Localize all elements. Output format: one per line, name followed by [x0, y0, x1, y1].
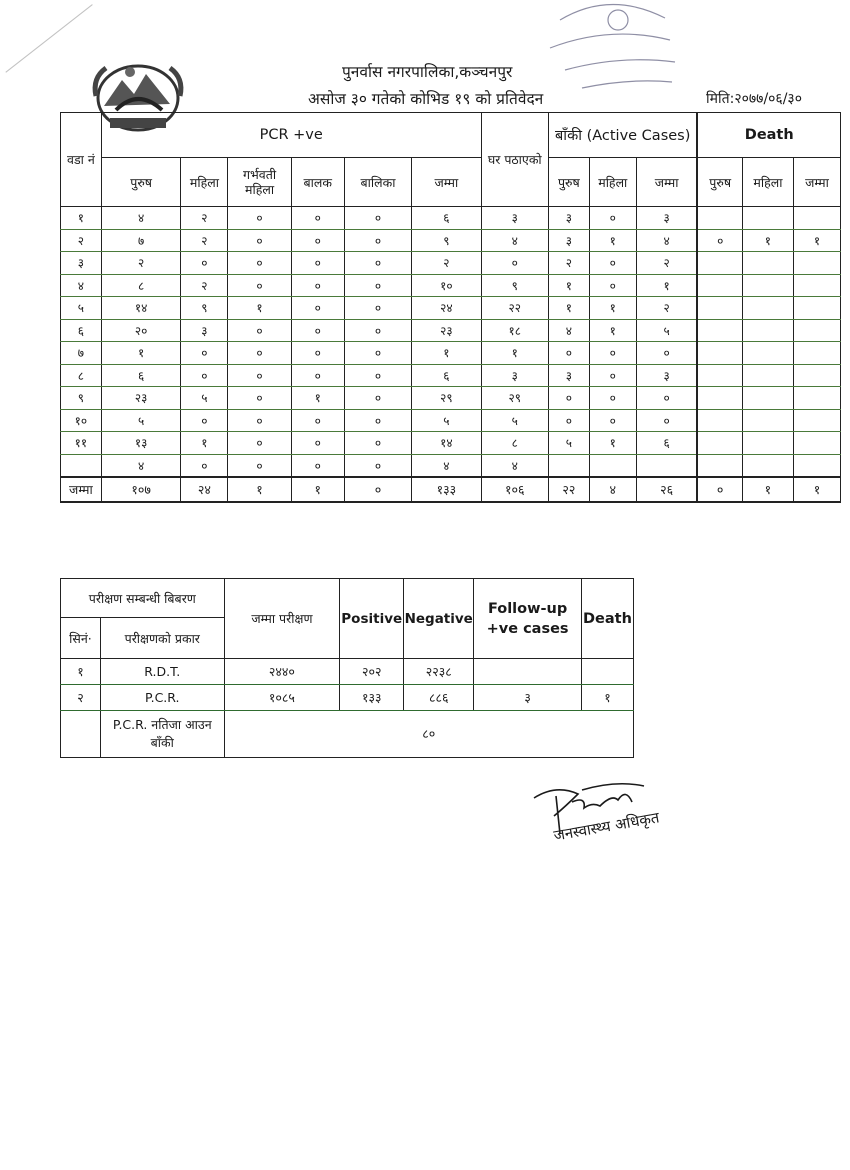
- ward-value-cell: १: [181, 432, 228, 455]
- ward-value-cell: २: [636, 252, 697, 275]
- ward-value-cell: ८: [481, 432, 548, 455]
- ward-value-cell: ५: [636, 319, 697, 342]
- ward-number-cell: ५: [61, 297, 102, 320]
- test-type-header: परीक्षणको प्रकार: [100, 618, 224, 659]
- ward-value-cell: ०: [291, 432, 344, 455]
- ward-row: [61, 274, 841, 297]
- ward-value-cell: ८: [101, 274, 181, 297]
- ward-value-cell: ३: [181, 319, 228, 342]
- ward-value-cell: ३: [481, 364, 548, 387]
- ward-value-cell: २: [636, 297, 697, 320]
- test-cell: १०८५: [224, 685, 340, 711]
- ward-value-cell: ७: [101, 229, 181, 252]
- sub-header: पुरुष: [697, 158, 742, 207]
- ward-value-cell: २: [412, 252, 481, 275]
- sub-header: जम्मा: [636, 158, 697, 207]
- ward-value-cell: ०: [344, 274, 411, 297]
- sub-header: महिला: [742, 158, 793, 207]
- sub-header: जम्मा: [412, 158, 481, 207]
- total-cell: ०: [344, 477, 411, 502]
- ward-value-cell: ०: [344, 387, 411, 410]
- test-row: [61, 685, 634, 711]
- ward-value-cell: ५: [481, 409, 548, 432]
- ward-row: [61, 319, 841, 342]
- ward-value-cell: १४: [412, 432, 481, 455]
- ward-value-cell: ०: [589, 409, 636, 432]
- total-cell: १०७: [101, 477, 181, 502]
- followup-header: Follow-up +ve cases: [474, 579, 582, 659]
- signature-title: जनस्वास्थ्य अधिकृत: [552, 808, 661, 845]
- ward-value-cell: ०: [548, 387, 589, 410]
- ward-value-cell: ०: [344, 409, 411, 432]
- ward-value-cell: ६: [412, 207, 481, 230]
- ward-row: [61, 364, 841, 387]
- ward-value-cell: ३: [548, 207, 589, 230]
- ward-row: [61, 297, 841, 320]
- ward-value-cell: ०: [291, 274, 344, 297]
- org-title: पुनर्वास नगरपालिका,कञ्चनपुर: [342, 63, 513, 81]
- test-cell: P.C.R.: [100, 685, 224, 711]
- ward-number-cell: १०: [61, 409, 102, 432]
- ward-value-cell: १: [548, 274, 589, 297]
- ward-value-cell: ४: [101, 207, 181, 230]
- ward-value-cell: ०: [636, 387, 697, 410]
- ward-value-cell: ०: [181, 409, 228, 432]
- ward-value-cell: [793, 432, 840, 455]
- total-cell: १: [291, 477, 344, 502]
- test-cell: ८८६: [404, 685, 474, 711]
- ward-value-cell: ०: [548, 409, 589, 432]
- ward-row: [61, 229, 841, 252]
- ward-value-cell: ०: [228, 342, 291, 365]
- ward-value-cell: ३: [481, 207, 548, 230]
- ward-value-cell: ०: [344, 229, 411, 252]
- ward-value-cell: [793, 207, 840, 230]
- ward-value-cell: ०: [589, 207, 636, 230]
- ward-value-cell: ३: [636, 364, 697, 387]
- ward-value-cell: १: [548, 297, 589, 320]
- ward-value-cell: २: [181, 274, 228, 297]
- ward-value-cell: ०: [228, 252, 291, 275]
- ward-value-cell: ०: [228, 387, 291, 410]
- ward-value-cell: ०: [344, 432, 411, 455]
- ward-number-cell: ४: [61, 274, 102, 297]
- test-cell: १: [61, 659, 101, 685]
- death-header: Death: [697, 113, 840, 158]
- ward-value-cell: २: [548, 252, 589, 275]
- ward-value-cell: ४: [481, 229, 548, 252]
- ward-value-cell: ३: [636, 207, 697, 230]
- ward-value-cell: [742, 364, 793, 387]
- ward-value-cell: ०: [291, 229, 344, 252]
- ward-value-cell: २: [101, 252, 181, 275]
- ward-row: [61, 387, 841, 410]
- ward-value-cell: ५: [412, 409, 481, 432]
- total-tests-header: जम्मा परीक्षण: [224, 579, 340, 659]
- ward-number-cell: २: [61, 229, 102, 252]
- pending-row: [61, 711, 634, 758]
- ward-value-cell: २४: [412, 297, 481, 320]
- ward-value-cell: २३: [101, 387, 181, 410]
- ward-value-cell: [697, 297, 742, 320]
- total-cell: १०६: [481, 477, 548, 502]
- ward-number-cell: ९: [61, 387, 102, 410]
- report-date: मिति:२०७७/०६/३०: [706, 91, 802, 107]
- sn-header: सिनं·: [61, 618, 101, 659]
- ward-value-cell: १: [589, 229, 636, 252]
- total-row: [61, 477, 841, 502]
- ward-value-cell: ०: [291, 252, 344, 275]
- ward-value-cell: १: [636, 274, 697, 297]
- ward-value-cell: १: [291, 387, 344, 410]
- ward-value-cell: ५: [181, 387, 228, 410]
- ward-value-cell: १: [589, 319, 636, 342]
- sub-header: पुरुष: [548, 158, 589, 207]
- total-cell: २२: [548, 477, 589, 502]
- test-cell: २०२: [340, 659, 404, 685]
- ward-value-cell: ०: [636, 409, 697, 432]
- ward-value-cell: ०: [291, 364, 344, 387]
- test-summary-table: [60, 578, 634, 758]
- ward-value-cell: २०: [101, 319, 181, 342]
- ward-value-cell: ०: [589, 342, 636, 365]
- ward-value-cell: [742, 252, 793, 275]
- ward-number-cell: १: [61, 207, 102, 230]
- ward-value-cell: [742, 432, 793, 455]
- ward-number-cell: ३: [61, 252, 102, 275]
- test-cell: १३३: [340, 685, 404, 711]
- ward-value-cell: [697, 342, 742, 365]
- home-sent-header: घर पठाएको: [481, 113, 548, 207]
- ward-value-cell: [742, 319, 793, 342]
- ward-value-cell: [697, 364, 742, 387]
- ward-row: [61, 409, 841, 432]
- ward-value-cell: [697, 319, 742, 342]
- ward-value-cell: [793, 274, 840, 297]
- ward-value-cell: ५: [548, 432, 589, 455]
- ward-value-cell: ०: [481, 252, 548, 275]
- total-cell: ४: [589, 477, 636, 502]
- ward-value-cell: ४: [101, 454, 181, 477]
- ward-row: [61, 454, 841, 477]
- ward-value-cell: १: [412, 342, 481, 365]
- ward-value-cell: [793, 364, 840, 387]
- ward-value-cell: १: [793, 229, 840, 252]
- ward-value-cell: ६: [412, 364, 481, 387]
- sub-header: बालक: [291, 158, 344, 207]
- negative-header: Negative: [404, 579, 474, 659]
- pending-value: ८०: [224, 711, 633, 758]
- ward-value-cell: [742, 207, 793, 230]
- ward-value-cell: ०: [291, 297, 344, 320]
- total-cell: १: [742, 477, 793, 502]
- ward-value-cell: [697, 454, 742, 477]
- ward-value-cell: ०: [228, 454, 291, 477]
- test-cell: R.D.T.: [100, 659, 224, 685]
- ward-value-cell: [697, 432, 742, 455]
- ward-value-cell: ४: [548, 319, 589, 342]
- ward-value-cell: ६: [101, 364, 181, 387]
- sub-header: पुरुष: [101, 158, 181, 207]
- ward-value-cell: ०: [181, 364, 228, 387]
- ward-value-cell: ०: [344, 207, 411, 230]
- ward-value-cell: ५: [101, 409, 181, 432]
- ward-number-cell: ७: [61, 342, 102, 365]
- ward-value-cell: [548, 454, 589, 477]
- ward-value-cell: [793, 319, 840, 342]
- ward-value-cell: १४: [101, 297, 181, 320]
- sub-header: महिला: [181, 158, 228, 207]
- ward-value-cell: २: [181, 207, 228, 230]
- test-cell: [581, 659, 633, 685]
- test-death-header: Death: [581, 579, 633, 659]
- test-cell: [61, 711, 101, 758]
- ward-value-cell: ०: [181, 342, 228, 365]
- ward-value-cell: १: [589, 297, 636, 320]
- test-cell: ३: [474, 685, 582, 711]
- ward-value-cell: ०: [697, 229, 742, 252]
- ward-value-cell: [742, 297, 793, 320]
- total-cell: २४: [181, 477, 228, 502]
- ward-value-cell: ३: [548, 229, 589, 252]
- total-cell: जम्मा: [61, 477, 102, 502]
- ward-value-cell: [589, 454, 636, 477]
- ward-row: [61, 432, 841, 455]
- sub-header: बालिका: [344, 158, 411, 207]
- ward-value-cell: ९: [481, 274, 548, 297]
- ward-value-cell: १: [101, 342, 181, 365]
- ward-number-cell: ६: [61, 319, 102, 342]
- ward-value-cell: ०: [636, 342, 697, 365]
- positive-header: Positive: [340, 579, 404, 659]
- ward-value-cell: [697, 274, 742, 297]
- ward-value-cell: ०: [589, 252, 636, 275]
- ward-header: वडा नं: [61, 113, 102, 207]
- ward-value-cell: १८: [481, 319, 548, 342]
- ward-value-cell: ०: [291, 409, 344, 432]
- ward-value-cell: ०: [291, 454, 344, 477]
- ward-value-cell: २: [181, 229, 228, 252]
- ward-value-cell: ०: [344, 364, 411, 387]
- ward-value-cell: [742, 454, 793, 477]
- sub-header: गर्भवती महिला: [228, 158, 291, 207]
- total-cell: १३३: [412, 477, 481, 502]
- ward-row: [61, 207, 841, 230]
- ward-value-cell: ०: [228, 319, 291, 342]
- ward-value-cell: [793, 297, 840, 320]
- ward-row: [61, 342, 841, 365]
- ward-value-cell: [742, 274, 793, 297]
- ward-value-cell: ०: [291, 342, 344, 365]
- total-cell: २६: [636, 477, 697, 502]
- ward-value-cell: १: [481, 342, 548, 365]
- ward-value-cell: [793, 252, 840, 275]
- ward-value-cell: [793, 454, 840, 477]
- ward-value-cell: ९: [412, 229, 481, 252]
- office-stamp: [540, 0, 680, 100]
- ward-value-cell: [697, 387, 742, 410]
- ward-value-cell: ०: [589, 364, 636, 387]
- ward-value-cell: [697, 409, 742, 432]
- pending-label: P.C.R. नतिजा आउन बाँकी: [100, 711, 224, 758]
- covid-ward-table: [60, 112, 841, 503]
- ward-value-cell: ०: [228, 432, 291, 455]
- ward-value-cell: ०: [181, 252, 228, 275]
- sub-header: जम्मा: [793, 158, 840, 207]
- ward-value-cell: ०: [589, 274, 636, 297]
- ward-value-cell: ०: [181, 454, 228, 477]
- ward-value-cell: [742, 387, 793, 410]
- ward-value-cell: २९: [412, 387, 481, 410]
- sub-header: महिला: [589, 158, 636, 207]
- ward-value-cell: [742, 342, 793, 365]
- ward-value-cell: [697, 252, 742, 275]
- active-cases-header: बाँकी (Active Cases): [548, 113, 697, 158]
- ward-value-cell: ४: [481, 454, 548, 477]
- ward-value-cell: १: [228, 297, 291, 320]
- test-cell: [474, 659, 582, 685]
- test-cell: २२३८: [404, 659, 474, 685]
- ward-value-cell: ४: [412, 454, 481, 477]
- ward-value-cell: ०: [344, 342, 411, 365]
- ward-value-cell: ०: [291, 319, 344, 342]
- ward-value-cell: [636, 454, 697, 477]
- total-cell: १: [228, 477, 291, 502]
- ward-value-cell: ०: [548, 342, 589, 365]
- ward-value-cell: ०: [344, 319, 411, 342]
- test-row: [61, 659, 634, 685]
- ward-value-cell: ४: [636, 229, 697, 252]
- ward-value-cell: ९: [181, 297, 228, 320]
- ward-value-cell: [793, 409, 840, 432]
- ward-value-cell: १: [589, 432, 636, 455]
- ward-value-cell: २३: [412, 319, 481, 342]
- report-title: असोज ३० गतेको कोभिड १९ को प्रतिवेदन: [308, 90, 544, 108]
- ward-value-cell: २२: [481, 297, 548, 320]
- pcr-header: PCR +ve: [101, 113, 481, 158]
- ward-value-cell: ०: [228, 207, 291, 230]
- test-cell: १: [581, 685, 633, 711]
- ward-value-cell: ०: [344, 454, 411, 477]
- ward-value-cell: १३: [101, 432, 181, 455]
- ward-value-cell: ३: [548, 364, 589, 387]
- ward-value-cell: [697, 207, 742, 230]
- ward-value-cell: [793, 387, 840, 410]
- ward-value-cell: ०: [228, 409, 291, 432]
- ward-value-cell: ०: [344, 252, 411, 275]
- ward-value-cell: ०: [344, 297, 411, 320]
- ward-row: [61, 252, 841, 275]
- ward-number-cell: [61, 454, 102, 477]
- ward-value-cell: ०: [228, 364, 291, 387]
- ward-value-cell: २९: [481, 387, 548, 410]
- ward-value-cell: [793, 342, 840, 365]
- ward-number-cell: ८: [61, 364, 102, 387]
- ward-value-cell: ०: [291, 207, 344, 230]
- ward-value-cell: ०: [228, 229, 291, 252]
- ward-value-cell: [742, 409, 793, 432]
- test-detail-header: परीक्षण सम्बन्धी बिबरण: [61, 579, 225, 618]
- total-cell: ०: [697, 477, 742, 502]
- scan-edge-line: [5, 4, 92, 73]
- total-cell: १: [793, 477, 840, 502]
- ward-value-cell: ०: [589, 387, 636, 410]
- ward-value-cell: ०: [228, 274, 291, 297]
- ward-number-cell: ११: [61, 432, 102, 455]
- test-cell: २: [61, 685, 101, 711]
- ward-value-cell: १०: [412, 274, 481, 297]
- test-cell: २४४०: [224, 659, 340, 685]
- ward-value-cell: १: [742, 229, 793, 252]
- ward-value-cell: ६: [636, 432, 697, 455]
